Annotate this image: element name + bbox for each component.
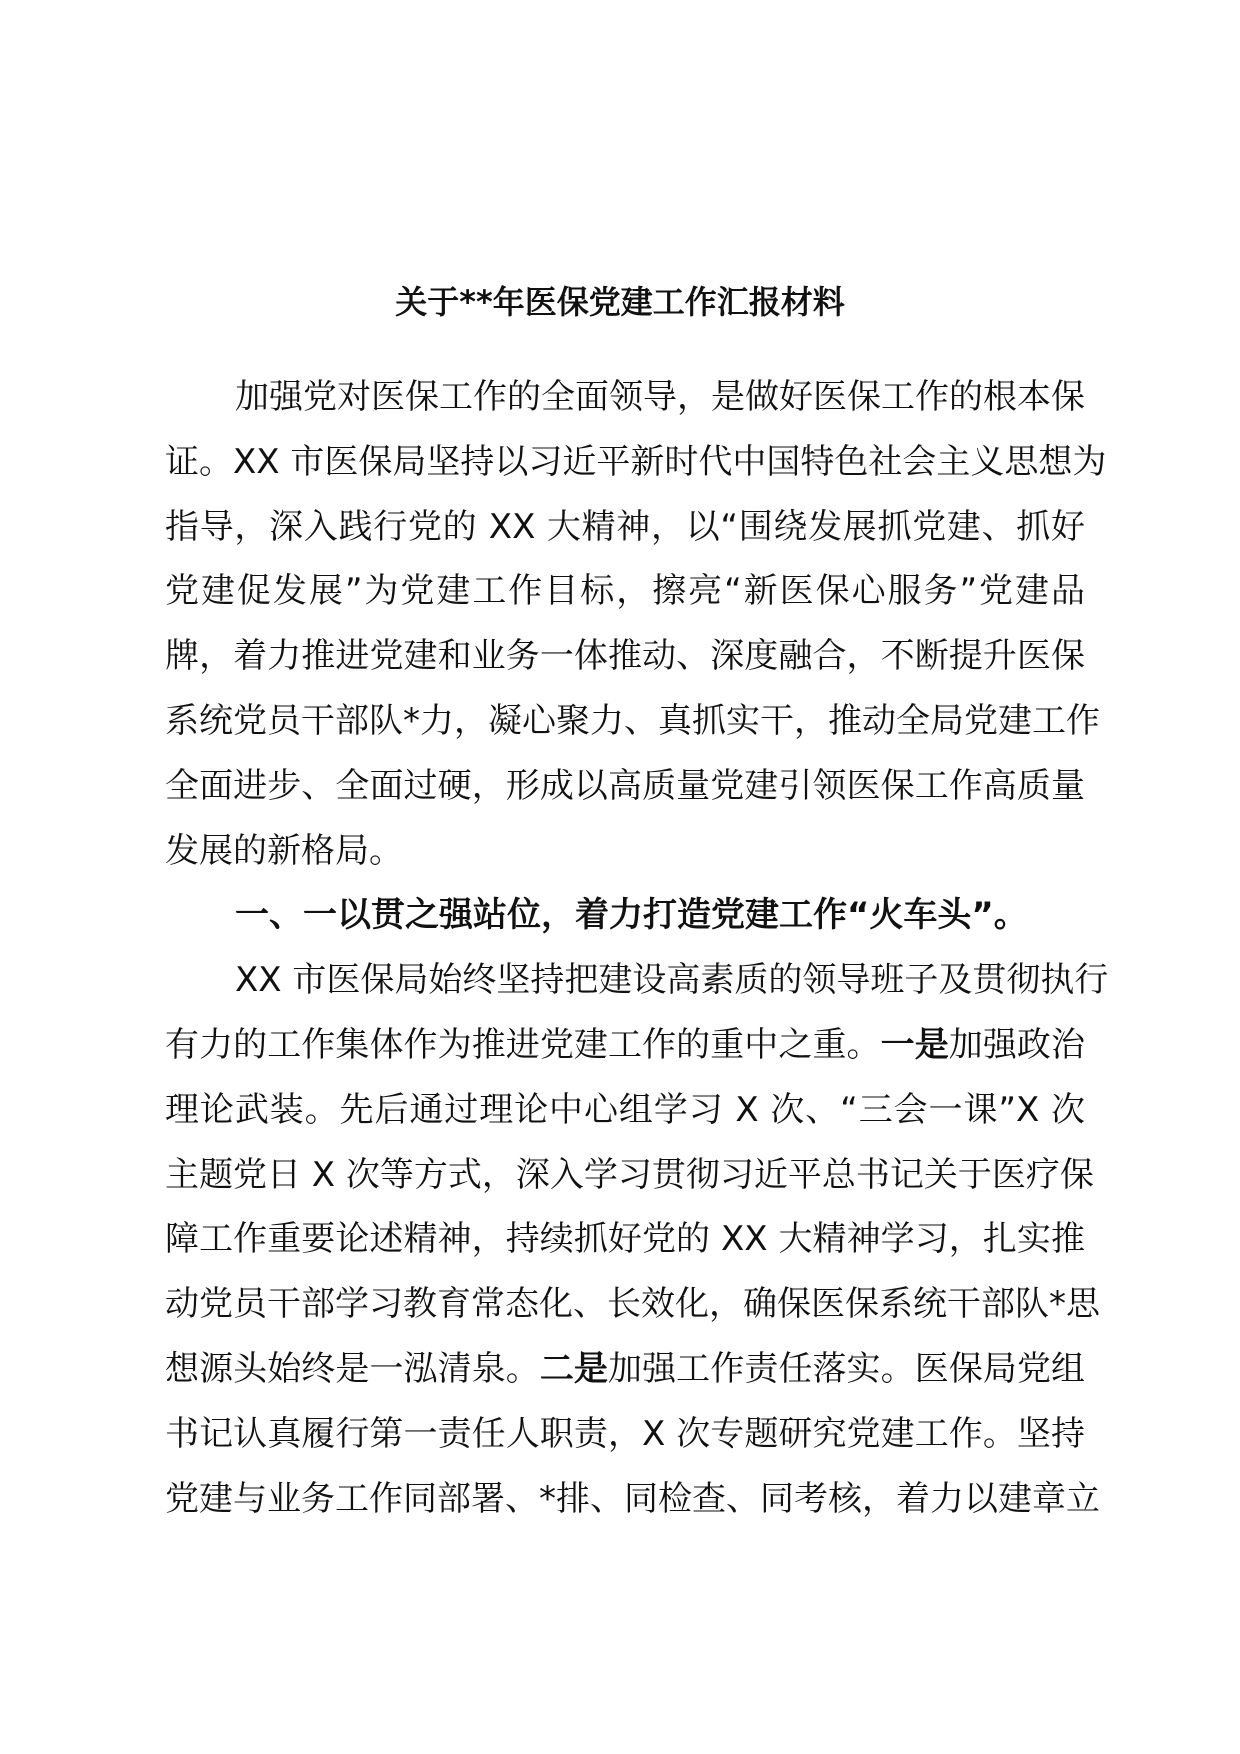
document-body (165, 365, 1109, 1531)
text-line (165, 559, 1085, 624)
bold-lead-phrase: 一是 (880, 1024, 949, 1065)
text-segment: 理论武装。先后通过理论中心组学习 X 次、“三会一课”X 次 (165, 1089, 1085, 1130)
text-segment: 加强党对医保工作的全面领导，是做好医保工作的根本保 (235, 377, 1085, 417)
text-line (165, 365, 1085, 430)
text-line (165, 754, 1085, 819)
text-line (165, 1272, 1100, 1337)
text-segment: 书记认真履行第一责任人职责，X 次专题研究党建工作。坚持 (165, 1413, 1085, 1454)
text-line (165, 1207, 1085, 1272)
text-segment: 一、一以贯之强站位，着力打造党建工作“火车头”。 (235, 895, 1028, 936)
text-segment: 障工作重要论述精神，持续抓好党的 XX 大精神学习，扎实推 (165, 1219, 1085, 1260)
text-line (165, 1143, 1094, 1208)
text-segment: 党建与业务工作同部署、*排、同检查、同考核，着力以建章立 (165, 1478, 1100, 1519)
text-segment: 系统党员干部队*力，凝心聚力、真抓实干，推动全局党建工作 (165, 700, 1100, 741)
text-segment: 加强政治 (948, 1024, 1086, 1065)
text-line (165, 430, 1107, 495)
bold-lead-phrase: 二是 (539, 1348, 609, 1389)
text-segment: XX 市医保局始终坚持把建设高素质的领导班子及贯彻执行 (235, 960, 1109, 1001)
text-line (165, 1402, 1085, 1467)
text-line (165, 1467, 1100, 1532)
text-line (165, 624, 1085, 689)
text-segment: 指导，深入践行党的 XX 大精神，以“围绕发展抓党建、抓好 (165, 506, 1085, 547)
text-segment: 想源头始终是一泓清泉。 (165, 1348, 540, 1389)
text-segment: 牌，着力推进党建和业务一体推动、深度融合，不断提升医保 (165, 636, 1085, 677)
text-segment: 证。XX 市医保局坚持以习近平新时代中国特色社会主义思想为 (165, 441, 1107, 482)
text-segment: 发展的新格局。 (165, 830, 403, 871)
text-segment: 党建促发展”为党建工作目标，擦亮“新医保心服务”党建品 (165, 571, 1085, 612)
document-title: 关于**年医保党建工作汇报材料 (395, 283, 845, 321)
text-line (165, 819, 1085, 884)
text-segment: 加强工作责任落实。医保局党组 (608, 1348, 1086, 1389)
text-line (165, 1013, 1085, 1078)
text-line (165, 689, 1100, 754)
section-heading (165, 883, 1085, 948)
text-line (165, 1078, 1085, 1143)
text-line (165, 948, 1109, 1013)
text-line (165, 495, 1085, 560)
text-segment: 动党员干部学习教育常态化、长效化，确保医保系统干部队*思 (165, 1284, 1100, 1325)
text-segment: 主题党日 X 次等方式，深入学习贯彻习近平总书记关于医疗保 (165, 1154, 1094, 1195)
text-segment: 有力的工作集体作为推进党建工作的重中之重。 (165, 1024, 881, 1065)
text-line (165, 1337, 1085, 1402)
text-segment: 全面进步、全面过硬，形成以高质量党建引领医保工作高质量 (165, 765, 1085, 806)
